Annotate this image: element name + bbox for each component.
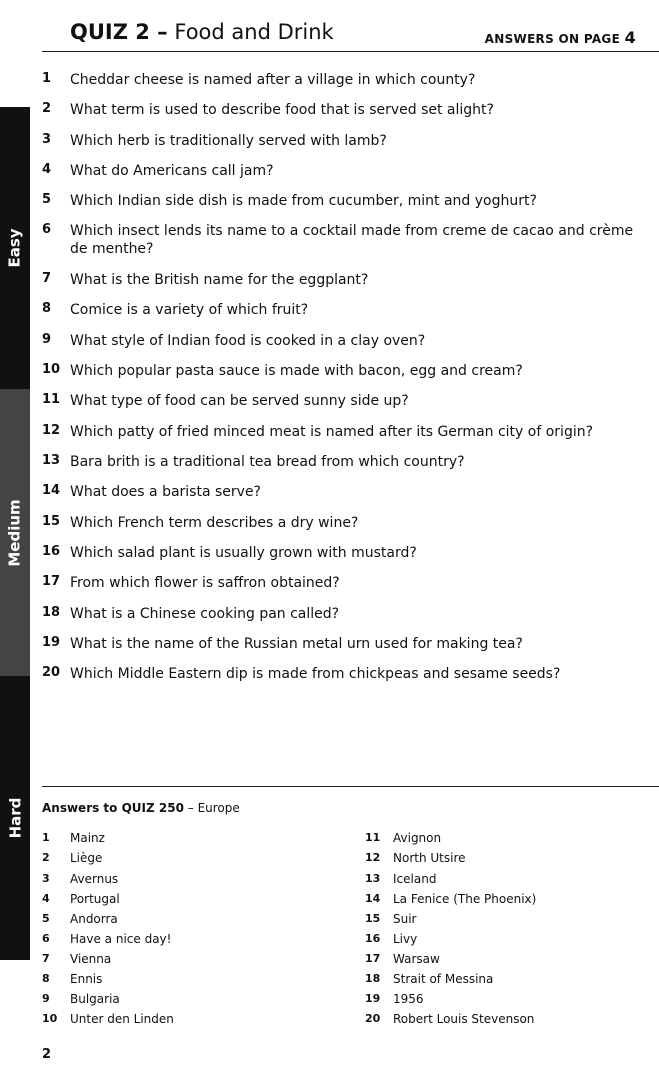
header-divider [42,51,659,52]
question-text: Bara brith is a traditional tea bread from which country? [70,454,465,470]
question-text: What is a Chinese cooking pan called? [70,606,340,622]
answers-page-note [485,28,636,47]
answer-text: Suir [393,912,417,926]
question-text: What term is used to describe food that is served set alight? [70,102,494,118]
answer-number: 19 [365,992,381,1005]
difficulty-tab-easy [0,107,30,389]
question-number: 7 [42,271,52,286]
answer-text: Avernus [70,872,119,886]
answer-number: 10 [42,1012,58,1025]
question-number: 11 [42,392,61,407]
answer-number: 11 [365,831,381,844]
question-text: Which French term describes a dry wine? [70,515,359,531]
answer-number: 4 [42,892,50,905]
answer-number: 5 [42,912,50,925]
question-number: 6 [42,222,52,237]
answer-number: 20 [365,1012,381,1025]
question-number: 15 [42,514,61,529]
question-text: What type of food can be served sunny side up? [70,393,409,409]
answer-number: 6 [42,932,50,945]
question-text: Which salad plant is usually grown with mustard? [70,545,417,561]
question-text: From which flower is saffron obtained? [70,575,340,591]
answer-text: Andorra [70,912,118,926]
answers-page-number: 4 [624,28,636,47]
quiz-title [70,20,334,44]
question-number: 3 [42,132,52,147]
difficulty-tab-hard [0,676,30,960]
question-text: Which insect lends its name to a cocktail made from creme de cacao and crème de menthe? [70,223,634,257]
difficulty-tab-medium-label: Medium [6,498,25,567]
question-text: What does a barista serve? [70,484,261,500]
answer-text: 1956 [393,992,424,1006]
answers-title [42,801,240,815]
answer-text: North Utsire [393,851,466,865]
question-number: 20 [42,665,61,680]
answer-number: 18 [365,972,381,985]
answer-text: Avignon [393,831,442,845]
question-number: 4 [42,162,52,177]
question-text: Which popular pasta sauce is made with bacon, egg and cream? [70,363,523,379]
question-number: 8 [42,301,52,316]
answer-number: 14 [365,892,381,905]
answer-text: Portugal [70,892,120,906]
answers-note-label: ANSWERS ON PAGE [484,32,621,46]
answer-text: Ennis [70,972,103,986]
quiz-label: QUIZ 2 – [70,20,168,44]
question-text: Which Indian side dish is made from cucumber, mint and yoghurt? [70,193,537,209]
answers-divider [42,786,659,787]
question-number: 1 [42,71,52,86]
answer-number: 15 [365,912,381,925]
question-number: 10 [42,362,61,377]
difficulty-tab-medium [0,389,30,676]
answer-number: 13 [365,872,381,885]
answer-text: Warsaw [393,952,440,966]
question-number: 2 [42,101,52,116]
answer-number: 7 [42,952,50,965]
question-text: What style of Indian food is cooked in a clay oven? [70,333,426,349]
question-text: What do Americans call jam? [70,163,274,179]
answer-number: 2 [42,851,50,864]
answers-title-topic: – Europe [183,801,240,815]
answer-number: 17 [365,952,381,965]
question-number: 13 [42,453,61,468]
answer-text: Bulgaria [70,992,120,1006]
question-text: What is the name of the Russian metal urn used for making tea? [70,636,523,652]
answer-text: Iceland [393,872,437,886]
difficulty-tab-easy-label: Easy [6,228,25,268]
answer-text: Mainz [70,831,105,845]
page-header [70,18,659,52]
question-number: 18 [42,605,61,620]
answer-text: Strait of Messina [393,972,494,986]
answer-number: 3 [42,872,50,885]
question-text: Comice is a variety of which fruit? [70,302,309,318]
question-text: Which patty of fried minced meat is named after its German city of origin? [70,424,594,440]
question-number: 12 [42,423,61,438]
difficulty-tab-hard-label: Hard [6,797,24,839]
answers-title-quiz: Answers to QUIZ 250 [42,801,184,815]
question-number: 17 [42,574,61,589]
answer-text: Robert Louis Stevenson [393,1012,535,1026]
question-number: 14 [42,483,61,498]
page-number: 2 [42,1047,52,1062]
question-text: Cheddar cheese is named after a village in which county? [70,72,476,88]
quiz-topic: Food and Drink [174,20,334,44]
answer-text: Have a nice day! [70,932,172,946]
question-text: Which herb is traditionally served with lamb? [70,133,387,149]
question-text: Which Middle Eastern dip is made from chickpeas and sesame seeds? [70,666,561,682]
question-number: 19 [42,635,61,650]
question-text: What is the British name for the eggplant? [70,272,369,288]
answer-number: 9 [42,992,50,1005]
answer-number: 1 [42,831,50,844]
question-number: 16 [42,544,61,559]
question-number: 9 [42,332,52,347]
answer-text: La Fenice (The Phoenix) [393,892,537,906]
answer-text: Vienna [70,952,112,966]
answer-text: Unter den Linden [70,1012,174,1026]
answer-number: 12 [365,851,381,864]
answer-number: 8 [42,972,50,985]
answer-text: Livy [393,932,418,946]
answer-text: Liège [70,851,103,865]
question-number: 5 [42,192,52,207]
answer-number: 16 [365,932,381,945]
